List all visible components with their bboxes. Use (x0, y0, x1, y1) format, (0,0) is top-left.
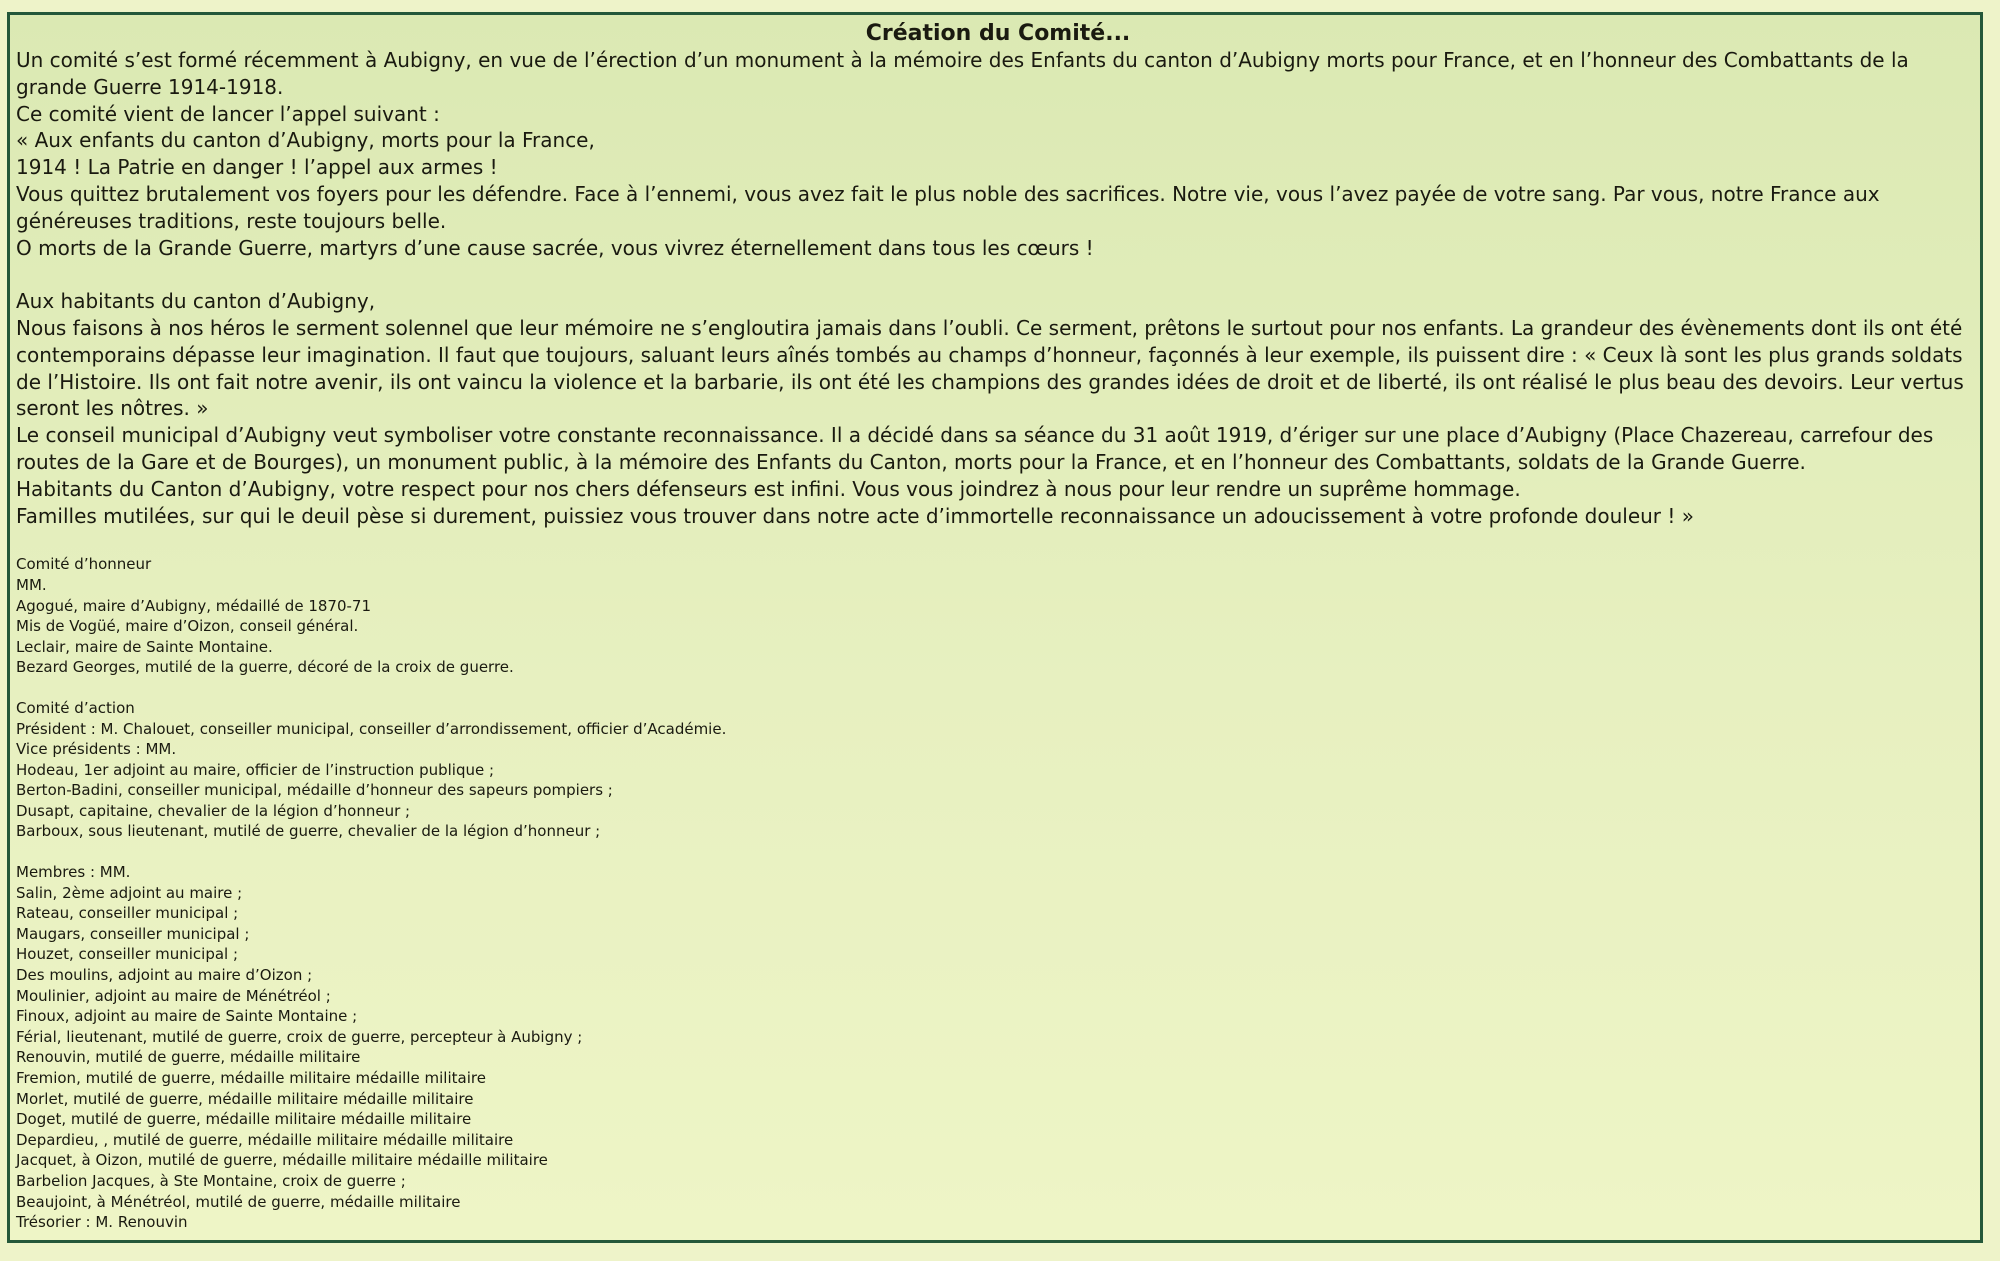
list-item: Moulinier, adjoint au maire de Ménétréol ; (16, 986, 331, 1005)
intro-paragraph: 1914 ! La Patrie en danger ! l’appel aux armes ! (16, 155, 498, 180)
comite-action-list (16, 698, 1980, 842)
list-item: Doget, mutilé de guerre, médaille militaire médaille militaire (16, 1110, 472, 1129)
list-item: Férial, lieutenant, mutilé de guerre, croix de guerre, percepteur à Aubigny ; (16, 1027, 583, 1046)
section-spacer (16, 529, 1980, 554)
list-item: Des moulins, adjoint au maire d’Oizon ; (16, 966, 313, 985)
appeal-paragraph: Aux habitants du canton d’Aubigny, (16, 289, 376, 314)
comite-honneur-list (16, 554, 1980, 678)
list-item: MM. (16, 575, 47, 594)
list-item: Beaujoint, à Ménétréol, mutilé de guerre, médaille militaire (16, 1192, 461, 1211)
appeal-paragraph: Nous faisons à nos héros le serment solennel que leur mémoire ne s’engloutira jamais dans l’oubli. Ce serment, prêtons le surtout pour nos enfants. La grandeur des évènements dont ils ont été contemporains dépasse leur imagination. Il faut que toujours, saluant leurs aînés tombés au champs d’honneur, façonnés à leur exemple, ils puissent dire : « Ceux là sont les plus grands soldats de l’Histoire. Ils ont fait notre avenir, ils ont vaincu la violence et la barbarie, ils ont été les champions des grandes idées de droit et de liberté, ils ont réalisé le plus beau des devoirs. Leur vertus seront les nôtres. » (16, 315, 1964, 421)
list-item: Morlet, mutilé de guerre, médaille militaire médaille militaire (16, 1089, 474, 1108)
page-bottom-margin (0, 1243, 2000, 1261)
paragraph-spacer (16, 261, 1980, 288)
section-spacer (16, 678, 1980, 698)
list-item: Finoux, adjoint au maire de Sainte Montaine ; (16, 1007, 358, 1026)
list-item: Agogué, maire d’Aubigny, médaillé de 1870-71 (16, 596, 371, 615)
appeal-paragraph: Le conseil municipal d’Aubigny veut symboliser votre constante reconnaissance. Il a décidé dans sa séance du 31 août 1919, d’ériger sur une place d’Aubigny (Place Chazereau, carrefour des routes de la Gare et de Bourges), un monument public, à la mémoire des Enfants du Canton, morts pour la France, et en l’honneur des Combattants, soldats de la Grande Guerre. (16, 423, 1934, 474)
list-item: Comité d’honneur (16, 555, 152, 574)
intro-section (16, 47, 1980, 261)
list-item: Président : M. Chalouet, conseiller municipal, conseiller d’arrondissement, officier d’Académie. (16, 719, 727, 738)
appeal-paragraph: Familles mutilées, sur qui le deuil pèse si durement, puissiez vous trouver dans notre acte d’immortelle reconnaissance un adoucissement à votre profonde douleur ! » (16, 503, 1694, 528)
intro-paragraph: Ce comité vient de lancer l’appel suivant : (16, 101, 440, 126)
list-item: Houzet, conseiller municipal ; (16, 945, 239, 964)
list-item: Renouvin, mutilé de guerre, médaille militaire (16, 1048, 361, 1067)
list-item: Rateau, conseiller municipal ; (16, 904, 239, 923)
list-item: Trésorier : M. Renouvin (16, 1213, 188, 1232)
article-frame (7, 12, 1983, 1243)
intro-paragraph: Un comité s’est formé récemment à Aubigny, en vue de l’érection d’un monument à la mémoire des Enfants du canton d’Aubigny morts pour France, et en l’honneur des Combattants de la grande Guerre 1914-1918. (16, 48, 1909, 99)
appeal-paragraph: Habitants du Canton d’Aubigny, votre respect pour nos chers défenseurs est infini. Vous vous joindrez à nous pour leur rendre un suprême hommage. (16, 476, 1521, 501)
list-item: Fremion, mutilé de guerre, médaille militaire médaille militaire (16, 1069, 486, 1087)
intro-paragraph: « Aux enfants du canton d’Aubigny, morts pour la France, (16, 128, 595, 153)
list-item: Membres : MM. (16, 863, 131, 882)
list-item: Barbelion Jacques, à Ste Montaine, croix de guerre ; (16, 1171, 406, 1190)
list-item: Depardieu, , mutilé de guerre, médaille militaire médaille militaire (16, 1130, 514, 1149)
list-item: Mis de Vogüé, maire d’Oizon, conseil général. (16, 617, 359, 636)
list-item: Maugars, conseiller municipal ; (16, 924, 250, 943)
section-spacer (16, 842, 1980, 862)
list-item: Salin, 2ème adjoint au maire ; (16, 883, 243, 902)
list-item: Hodeau, 1er adjoint au maire, officier de l’instruction publique ; (16, 760, 495, 779)
page-title: Création du Comité... (865, 21, 1131, 46)
list-item: Comité d’action (16, 698, 135, 717)
list-item: Bezard Georges, mutilé de la guerre, décoré de la croix de guerre. (16, 658, 514, 677)
list-item: Jacquet, à Oizon, mutilé de guerre, médaille militaire médaille militaire (16, 1151, 548, 1170)
list-item: Barboux, sous lieutenant, mutilé de guerre, chevalier de la légion d’honneur ; (16, 822, 601, 841)
membres-list (16, 862, 1980, 1233)
intro-paragraph: O morts de la Grande Guerre, martyrs d’une cause sacrée, vous vivrez éternellement dans tous les cœurs ! (16, 235, 1094, 260)
list-item: Vice présidents : MM. (16, 740, 177, 759)
appeal-section (16, 288, 1980, 529)
list-item: Berton-Badini, conseiller municipal, médaille d’honneur des sapeurs pompiers ; (16, 781, 613, 800)
intro-paragraph: Vous quittez brutalement vos foyers pour les défendre. Face à l’ennemi, vous avez fait le plus noble des sacrifices. Notre vie, vous l’avez payée de votre sang. Par vous, notre France aux généreuses traditions, reste toujours belle. (16, 181, 1880, 233)
list-item: Dusapt, capitaine, chevalier de la légion d’honneur ; (16, 801, 411, 820)
list-item: Leclair, maire de Sainte Montaine. (16, 637, 273, 656)
